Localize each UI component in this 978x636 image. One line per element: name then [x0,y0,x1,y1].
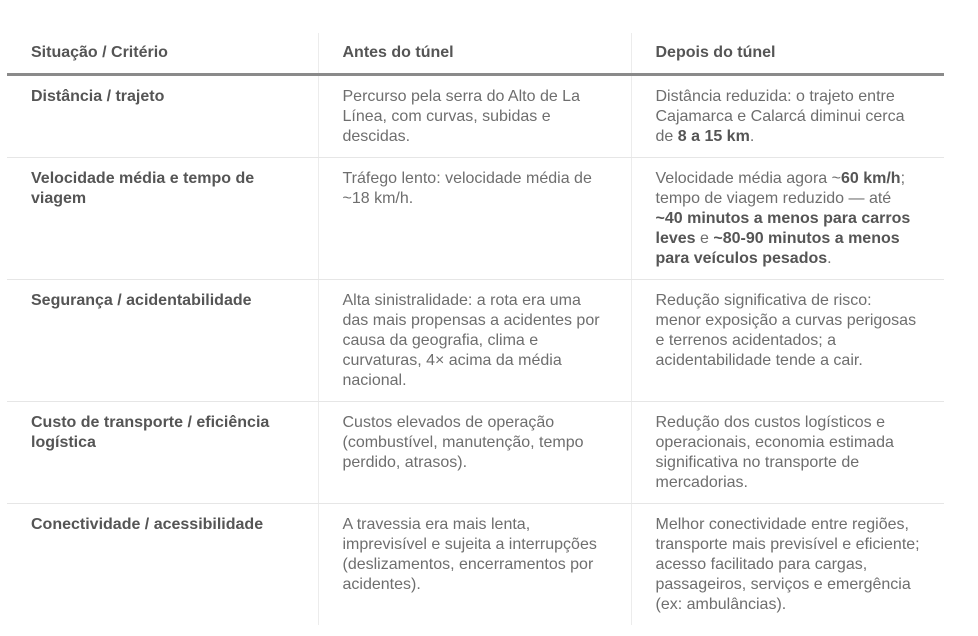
table-row [7,402,944,504]
criterion-cell: Distância / trajeto [7,75,318,158]
after-text: . [749,128,755,145]
before-cell: Percurso pela serra do Alto de La Línea, com curvas, subidas e descidas. [318,75,631,158]
before-cell: Alta sinistralidade: a rota era uma das mais propensas a acidentes por causa da geografia, clima e curvaturas, 4× acima da média nacional. [318,280,631,402]
table-row [7,75,944,158]
criterion-cell: Segurança / acidentabilidade [7,280,318,402]
after-highlight: ~80-90 minutos a menos para veículos pesados [655,230,900,267]
criterion-cell: Custo de transporte / eficiência logística [7,402,318,504]
after-text: Velocidade média agora ~ [655,170,841,187]
column-header-before: Antes do túnel [318,33,631,75]
before-cell: Custos elevados de operação (combustível, manutenção, tempo perdido, atrasos). [318,402,631,504]
after-text: Distância reduzida: o trajeto entre Cajamarca e Calarcá diminui cerca de [655,88,905,145]
after-highlight: ~40 minutos a menos para carros leves [655,210,911,247]
before-cell: A travessia era mais lenta, imprevisível e sujeita a interrupções (deslizamentos, encerramentos por acidentes). [318,504,631,626]
after-cell: Redução significativa de risco: menor exposição a curvas perigosas e terrenos acidentados; a acidentabilidade tende a cair. [631,280,944,402]
after-cell [631,158,944,280]
after-text: ; tempo de viagem reduzido — até [655,170,906,207]
after-highlight: 8 a 15 km [677,128,750,145]
column-header-criterion: Situação / Critério [7,33,318,75]
before-cell: Tráfego lento: velocidade média de ~18 km/h. [318,158,631,280]
after-cell [631,75,944,158]
after-highlight: 60 km/h [840,170,901,187]
table-row [7,504,944,626]
after-text: e [695,230,714,247]
after-text: . [827,250,832,267]
criterion-cell: Conectividade / acessibilidade [31,516,264,533]
criterion-cell: Velocidade média e tempo de viagem [7,158,318,280]
table-row [7,280,944,402]
table-header-row [7,33,944,75]
column-header-after: Depois do túnel [631,33,944,75]
after-cell: Redução dos custos logísticos e operacionais, economia estimada significativa no transporte de mercadorias. [631,402,944,504]
table-row [7,158,944,280]
after-cell: Melhor conectividade entre regiões, transporte mais previsível e eficiente; acesso facilitado para cargas, passageiros, serviços e emergência (ex: ambulâncias). [631,504,944,626]
comparison-table [7,33,944,625]
